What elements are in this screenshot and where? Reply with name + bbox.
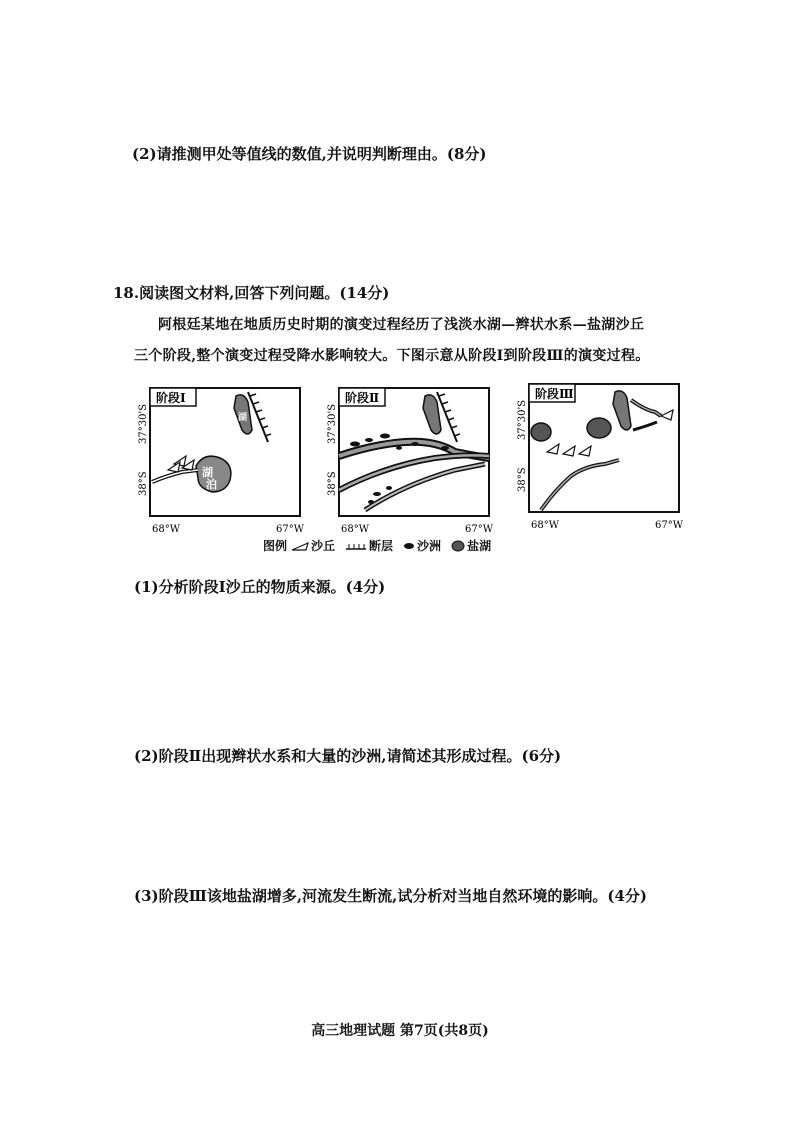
map-stage-2-lon-right: 67°W: [465, 524, 494, 535]
question-18-paragraph-line2: 三个阶段,整个演变过程受降水影响较大。下图示意从阶段Ⅰ到阶段Ⅲ的演变过程。: [134, 348, 650, 364]
map-stage-1-lon-right: 67°W: [276, 524, 305, 535]
map-stage-1-label: 阶段Ⅰ: [156, 391, 186, 405]
map-stage-3-lon-right: 67°W: [655, 520, 684, 531]
map-legend: [263, 537, 497, 554]
fault-icon: [345, 541, 367, 551]
sandbar-icon: [403, 542, 415, 550]
map-stage-3-lat-top: 37°30'S: [517, 399, 528, 440]
question-18-3: (3)阶段Ⅲ该地盐湖增多,河流发生断流,试分析对当地自然环境的影响。(4分): [134, 887, 647, 905]
map-stage-3-label: 阶段Ⅲ: [535, 387, 574, 401]
map-stage-1-lake-label: 湖: [202, 466, 213, 479]
svg-text:湖: 湖: [238, 413, 248, 423]
map-stage-2-lon-left: 68°W: [341, 524, 370, 535]
map-stage-3: [515, 380, 695, 535]
map-stage-1-lon-left: 68°W: [152, 524, 181, 535]
svg-text:泊: 泊: [206, 478, 217, 491]
map-stage-2-label: 阶段Ⅱ: [345, 391, 380, 405]
dune-icon: [291, 541, 309, 551]
map-stage-1: [136, 384, 316, 539]
map-stage-1-lat-bottom: 38°S: [138, 471, 149, 496]
map-stage-2-lat-top: 37°30'S: [327, 403, 338, 444]
question-18-paragraph-line1: 阿根廷某地在地质历史时期的演变过程经历了浅淡水湖—辫状水系—盐湖沙丘: [158, 317, 645, 333]
question-18-title: 18.阅读图文材料,回答下列问题。(14分): [113, 284, 390, 302]
legend-fault: 断层: [345, 537, 393, 554]
map-stage-2: [325, 384, 505, 539]
map-stage-1-lat-top: 37°30'S: [138, 403, 149, 444]
page-footer: 高三地理试题 第7页(共8页): [311, 1023, 489, 1039]
map-stage-3-lat-bottom: 38°S: [517, 467, 528, 492]
map-stage-2-lat-bottom: 38°S: [327, 471, 338, 496]
legend-title: 图例: [263, 539, 288, 553]
question-18-2: (2)阶段Ⅱ出现辫状水系和大量的沙洲,请简述其形成过程。(6分): [134, 747, 562, 765]
salt-lake-icon: [451, 540, 465, 552]
legend-dune: 沙丘: [291, 537, 335, 554]
question-17-2: (2)请推测甲处等值线的数值,并说明判断理由。(8分): [132, 145, 487, 163]
legend-salt-lake: 盐湖: [451, 537, 491, 554]
question-18-1: (1)分析阶段Ⅰ沙丘的物质来源。(4分): [134, 578, 386, 596]
map-stage-3-lon-left: 68°W: [531, 520, 560, 531]
legend-sandbar: 沙洲: [403, 537, 441, 554]
